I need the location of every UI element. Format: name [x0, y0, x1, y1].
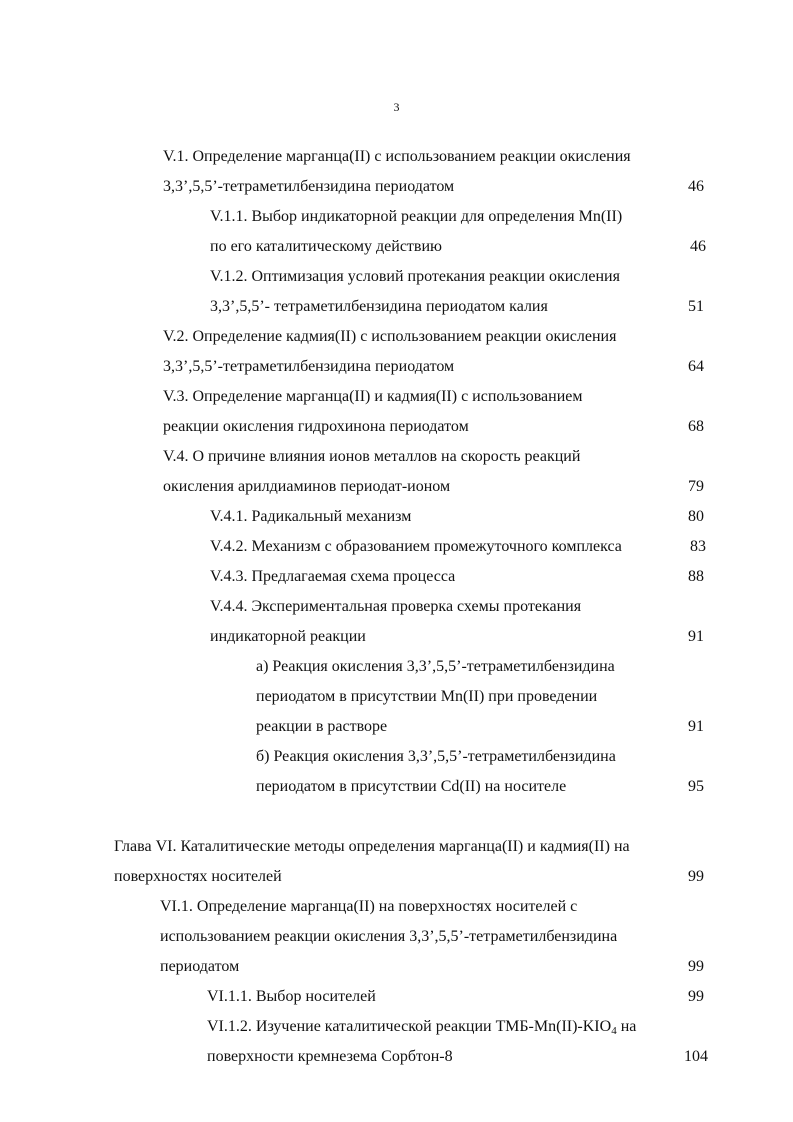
toc-entry-v41-line1: V.4.1. Радикальный механизм — [210, 508, 412, 525]
toc-entry-v44-line1: V.4.4. Экспериментальная проверка схемы протекания — [210, 598, 582, 615]
toc-entry-vi1-line2: использованием реакции окисления 3,3’,5,5’-тетраметилбензидина — [160, 928, 618, 945]
toc-entry-vi1-line3: периодатом — [160, 958, 240, 975]
toc-entry-v44-line2: индикаторной реакции — [210, 628, 366, 645]
toc-entry-v44b-line1: б) Реакция окисления 3,3’,5,5’-тетраметилбензидина — [256, 748, 616, 765]
toc-entry-ch6-page: 99 — [688, 868, 704, 885]
toc-entry-v2-line1: V.2. Определение кадмия(II) с использованием реакции окисления — [163, 328, 617, 345]
toc-entry-v12-line1: V.1.2. Оптимизация условий протекания реакции окисления — [210, 268, 620, 285]
toc-entry-v3-line1: V.3. Определение марганца(II) и кадмия(II) с использованием — [163, 388, 583, 405]
toc-entry-vi1-line1: VI.1. Определение марганца(II) на поверхностях носителей с — [160, 898, 578, 915]
toc-entry-v2-page: 64 — [688, 358, 704, 375]
toc-entry-v42-line1: V.4.2. Механизм с образованием промежуточного комплекса — [210, 538, 622, 555]
toc-entry-vi11-page: 99 — [688, 988, 704, 1005]
toc-entry-vi12-line1-tail: на — [616, 1018, 637, 1035]
toc-entry-v44b-page: 95 — [688, 778, 704, 795]
toc-entry-v44a-page: 91 — [688, 718, 704, 735]
toc-entry-v11-line1: V.1.1. Выбор индикаторной реакции для определения Mn(II) — [210, 208, 623, 225]
toc-entry-v3-line2: реакции окисления гидрохинона периодатом — [163, 418, 469, 435]
toc-entry-v1-line1: V.1. Определение марганца(II) с использованием реакции окисления — [163, 148, 631, 165]
toc-entry-vi12-line1-main: VI.1.2. Изучение каталитической реакции ТМБ-Mn(II)-KIO — [207, 1018, 612, 1035]
toc-entry-v43-line1: V.4.3. Предлагаемая схема процесса — [210, 568, 456, 585]
toc-entry-vi12-line1 — [207, 1016, 636, 1038]
toc-entry-vi12-line2: поверхности кремнезема Сорбтон-8 — [207, 1048, 453, 1065]
toc-entry-v2-line2: 3,3’,5,5’-тетраметилбензидина периодатом — [163, 358, 455, 375]
toc-entry-v4-line1: V.4. О причине влияния ионов металлов на скорость реакций — [163, 448, 581, 465]
toc-entry-v41-page: 80 — [688, 508, 704, 525]
toc-entry-v44b-line2: периодатом в присутствии Cd(II) на носителе — [256, 778, 567, 795]
toc-entry-v4-line2: окисления арилдиаминов периодат-ионом — [163, 478, 451, 495]
toc-entry-v42-page: 83 — [690, 538, 706, 555]
toc-entry-v12-page: 51 — [688, 298, 704, 315]
toc-entry-v44a-line1: а) Реакция окисления 3,3’,5,5’-тетраметилбензидина — [256, 658, 615, 675]
toc-entry-vi12-line1-subscript: 4 — [611, 1025, 617, 1037]
toc-entry-v44a-line2: периодатом в присутствии Mn(II) при проведении — [256, 688, 598, 705]
toc-entry-ch6-line1: Глава VI. Каталитические методы определения марганца(II) и кадмия(II) на — [114, 838, 630, 855]
toc-entry-vi1-page: 99 — [688, 958, 704, 975]
toc-entry-v44a-line3: реакции в растворе — [256, 718, 388, 735]
toc-entry-v44-page: 91 — [688, 628, 704, 645]
toc-entry-v1-line2: 3,3’,5,5’-тетраметилбензидина периодатом — [163, 178, 455, 195]
toc-entry-v4-page: 79 — [688, 478, 704, 495]
toc-entry-v3-page: 68 — [688, 418, 704, 435]
toc-entry-v11-page: 46 — [690, 238, 706, 255]
toc-entry-v12-line2: 3,3’,5,5’- тетраметилбензидина периодатом калия — [210, 298, 548, 315]
toc-entry-vi11-line1: VI.1.1. Выбор носителей — [207, 988, 376, 1005]
toc-entry-ch6-line2: поверхностях носителей — [114, 868, 282, 885]
page-number: 3 — [393, 100, 400, 114]
toc-entry-vi12-page: 104 — [684, 1048, 708, 1065]
toc-entry-v43-page: 88 — [688, 568, 704, 585]
toc-entry-v1-page: 46 — [688, 178, 704, 195]
toc-entry-v11-line2: по его каталитическому действию — [210, 238, 442, 255]
